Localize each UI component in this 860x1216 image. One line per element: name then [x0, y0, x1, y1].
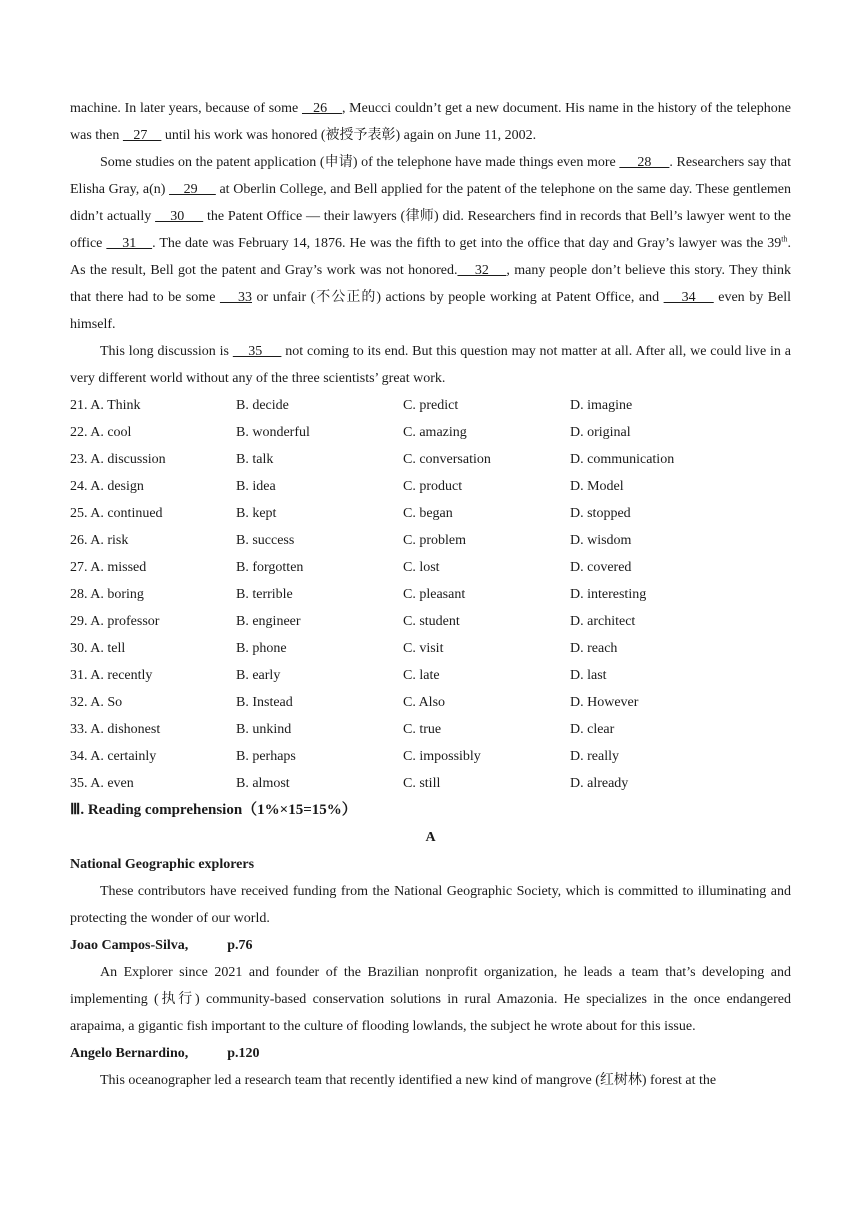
cloze-paragraph-2 — [70, 149, 791, 338]
option-c: C. pleasant — [403, 587, 466, 602]
option-c: C. Also — [403, 695, 446, 710]
option-c: C. began — [403, 506, 453, 521]
option-b: B. perhaps — [236, 749, 296, 764]
option-a: 22. A. cool — [70, 425, 132, 440]
option-b: B. Instead — [236, 695, 293, 710]
option-a: 35. A. even — [70, 776, 134, 791]
option-c: C. amazing — [403, 425, 467, 440]
option-d: D. clear — [570, 722, 615, 737]
text: until his work was honored (被授予表彰) again on June 11, 2002. — [161, 128, 537, 143]
explorer-heading — [70, 1040, 791, 1067]
passage-intro: These contributors have received funding from the National Geographic Society, which is committed to illuminating and protecting the wonder of our world. — [70, 884, 791, 926]
option-b: B. kept — [236, 506, 277, 521]
section-heading: Ⅲ. Reading comprehension（1%×15=15%） — [70, 802, 357, 818]
option-a: 30. A. tell — [70, 641, 126, 656]
option-d: D. already — [570, 776, 629, 791]
option-a: 29. A. professor — [70, 614, 160, 629]
option-b: B. terrible — [236, 587, 293, 602]
text: Some studies on the patent application (申请) of the telephone have made things even more — [100, 155, 620, 170]
option-d: D. covered — [570, 560, 632, 575]
option-d: D. However — [570, 695, 639, 710]
option-b: B. almost — [236, 776, 290, 791]
option-a: 24. A. design — [70, 479, 144, 494]
option-a: 33. A. dishonest — [70, 722, 161, 737]
option-d: D. architect — [570, 614, 636, 629]
answer-options — [70, 392, 791, 797]
option-d: D. communication — [570, 452, 675, 467]
text: . Researchers say that Elisha Gray, a(n) — [70, 155, 792, 197]
option-a: 27. A. missed — [70, 560, 147, 575]
option-a: 28. A. boring — [70, 587, 144, 602]
option-a: 31. A. recently — [70, 668, 153, 683]
explorer-bio: This oceanographer led a research team that recently identified a new kind of mangrove (红树林) forest at the — [100, 1073, 717, 1088]
option-b: B. phone — [236, 641, 287, 656]
option-b: B. forgotten — [236, 560, 304, 575]
blank-27: 27 — [122, 128, 162, 143]
blank-29: 29 — [169, 182, 216, 197]
cloze-paragraph-1 — [70, 95, 791, 149]
option-d: D. Model — [570, 479, 624, 494]
blank-28: 28 — [619, 155, 670, 170]
explorer-bio: An Explorer since 2021 and founder of the Brazilian nonprofit organization, he leads a team that’s developing and implementing (执行) community-based conservation solutions in rural Amazonia. He specializes in the once endangered arapaima, a gigantic fish important to the culture of flooding lowlands, the subject he wrote about for this issue. — [70, 965, 791, 1034]
option-d: D. stopped — [570, 506, 631, 521]
passage-title: National Geographic explorers — [70, 857, 255, 872]
option-c: C. conversation — [403, 452, 491, 467]
option-b: B. decide — [236, 398, 289, 413]
option-d: D. really — [570, 749, 619, 764]
blank-34: 34 — [663, 290, 714, 305]
option-a: 23. A. discussion — [70, 452, 166, 467]
option-d: D. imagine — [570, 398, 633, 413]
option-c: C. visit — [403, 641, 444, 656]
option-b: B. talk — [236, 452, 274, 467]
page-reference: p.76 — [227, 938, 253, 953]
passage-letter: A — [425, 830, 436, 845]
text: , Meucci couldn’t get a new document. His name in the history of the telephone was then — [70, 101, 791, 143]
option-b: B. engineer — [236, 614, 301, 629]
text: not coming to its end. But this question may not matter at all. After all, we could live in a very different world without any of the three scientists’ great work. — [70, 344, 791, 386]
option-a: 34. A. certainly — [70, 749, 157, 764]
option-d: D. last — [570, 668, 607, 683]
text: even by Bell himself. — [70, 290, 792, 332]
option-b: B. idea — [236, 479, 276, 494]
blank-30: 30 — [155, 209, 204, 224]
explorer-heading — [70, 932, 791, 959]
text: at Oberlin College, and Bell applied for the patent of the telephone on the same day. These gentlemen didn’t actually — [70, 182, 792, 224]
text: This long discussion is — [100, 344, 233, 359]
document-page — [70, 95, 791, 1094]
blank-35: 35 — [232, 344, 282, 359]
option-d: D. original — [570, 425, 631, 440]
option-d: D. interesting — [570, 587, 647, 602]
option-a: 25. A. continued — [70, 506, 163, 521]
text: the Patent Office — their lawyers (律师) did. Researchers find in records that Bell’s lawyer went to the office — [70, 209, 791, 251]
option-b: B. early — [236, 668, 281, 683]
text: machine. In later years, because of some — [70, 101, 302, 116]
option-a: 32. A. So — [70, 695, 123, 710]
blank-31: 31 — [106, 236, 153, 251]
option-b: B. unkind — [236, 722, 292, 737]
option-c: C. product — [403, 479, 463, 494]
option-d: D. reach — [570, 641, 618, 656]
option-b: B. success — [236, 533, 295, 548]
explorer-name: Joao Campos-Silva, — [70, 938, 189, 953]
option-d: D. wisdom — [570, 533, 632, 548]
option-a: 21. A. Think — [70, 398, 141, 413]
option-c: C. still — [403, 776, 441, 791]
option-c: C. predict — [403, 398, 459, 413]
option-c: C. true — [403, 722, 442, 737]
option-a: 26. A. risk — [70, 533, 129, 548]
option-c: C. lost — [403, 560, 440, 575]
blank-26: 26 — [301, 101, 342, 116]
page-reference: p.120 — [227, 1046, 260, 1061]
blank-32: 32 — [457, 263, 507, 278]
blank-33: 33 — [219, 290, 252, 305]
option-b: B. wonderful — [236, 425, 310, 440]
text: , many people don’t believe this story. They think that there had to be some — [70, 263, 791, 305]
option-c: C. impossibly — [403, 749, 481, 764]
text: . The date was February 14, 1876. He was the fifth to get into the office that day and Gray’s lawyer was the 39 — [152, 236, 782, 251]
text: or unfair (不公正的) actions by people working at Patent Office, and — [252, 290, 664, 305]
cloze-paragraph-3 — [70, 338, 791, 392]
option-c: C. student — [403, 614, 460, 629]
explorer-name: Angelo Bernardino, — [70, 1046, 189, 1061]
option-c: C. problem — [403, 533, 466, 548]
option-c: C. late — [403, 668, 440, 683]
superscript: th — [781, 234, 788, 244]
text: . As the result, Bell got the patent and Gray’s work was not honored. — [70, 236, 792, 278]
